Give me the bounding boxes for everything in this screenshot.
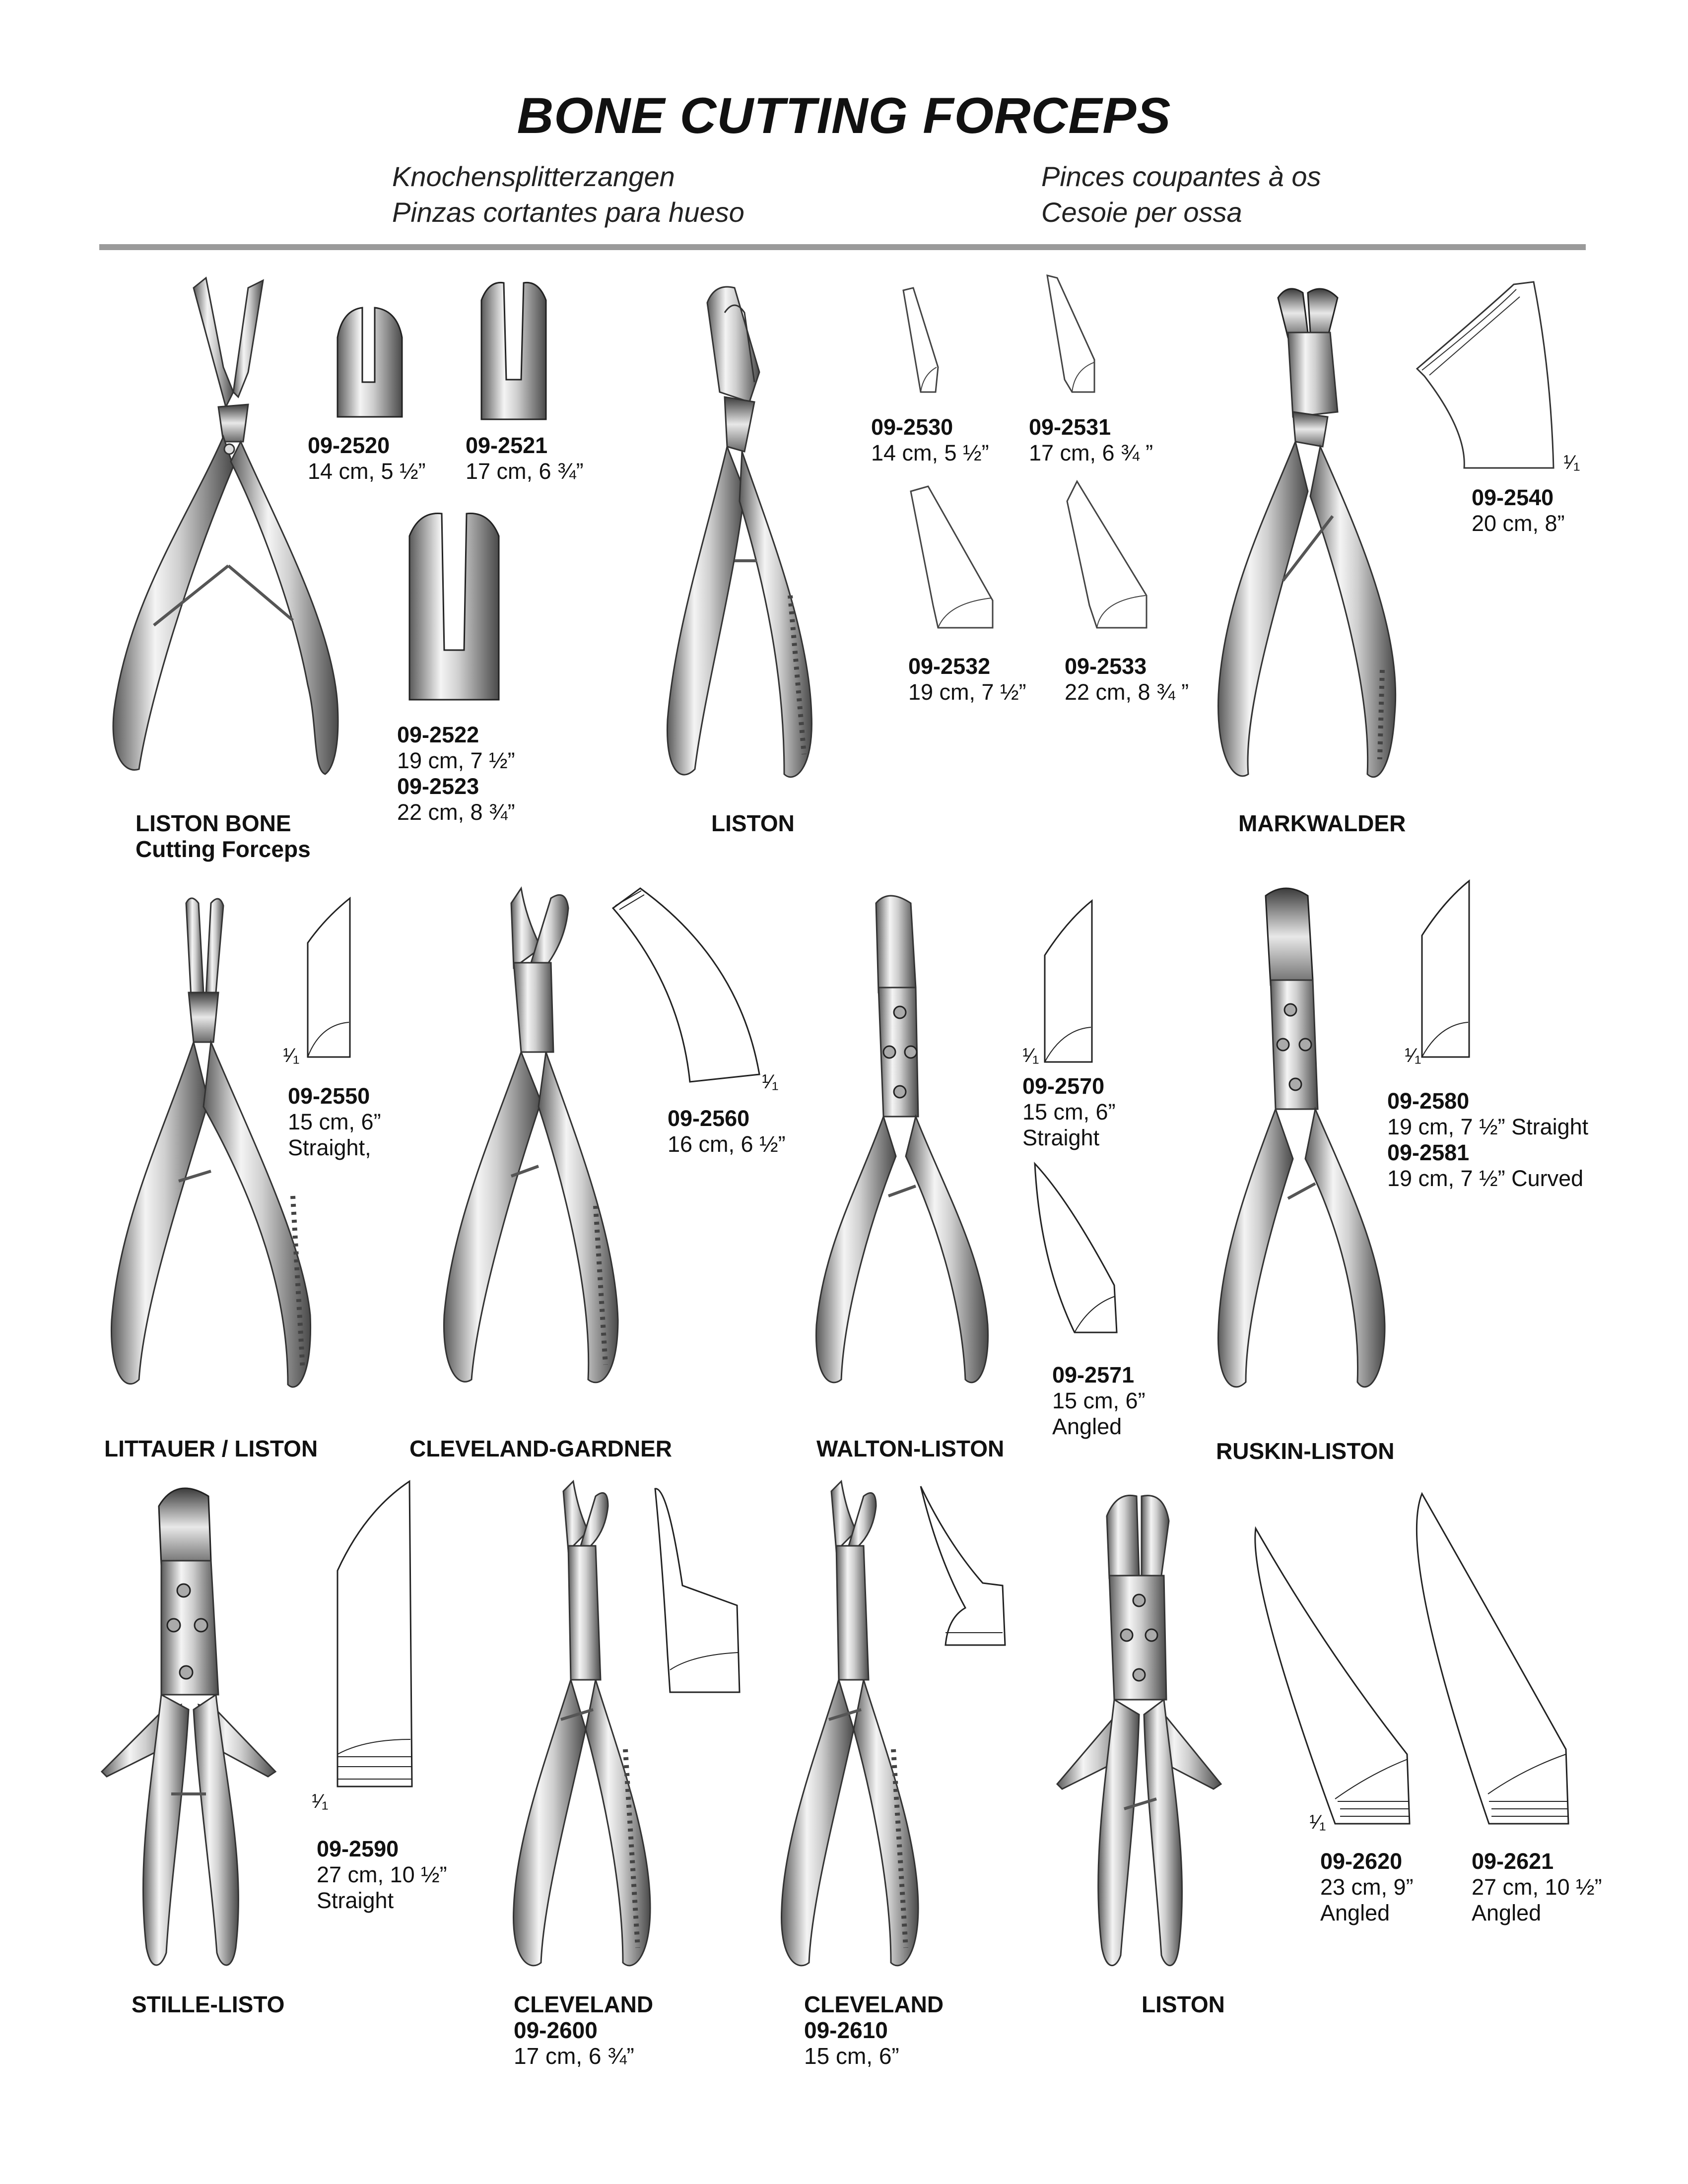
label-09-2530: 09-2530 14 cm, 5 ½” — [871, 414, 989, 465]
name-liston-row3: LISTON — [1142, 1991, 1225, 2017]
name-liston-bone: LISTON BONE Cutting Forceps — [135, 810, 311, 862]
tip-09-2560-image — [610, 886, 769, 1084]
subtitle-french: Pinces coupantes à os — [1041, 161, 1321, 192]
scale-mark: ¹⁄₁ — [312, 1790, 329, 1812]
subtitle-german: Knochensplitterzangen — [392, 161, 675, 192]
scale-mark: ¹⁄₁ — [1309, 1811, 1326, 1833]
tip-09-2620-image — [1246, 1526, 1410, 1834]
name-stille-listo: STILLE-LISTO — [132, 1991, 285, 2017]
subtitle-italian: Cesoie per ossa — [1041, 197, 1242, 228]
name-littauer-liston: LITTAUER / LISTON — [104, 1436, 318, 1461]
liston-forceps-image — [660, 283, 839, 794]
label-09-2570: 09-2570 15 cm, 6” Straight — [1022, 1073, 1116, 1150]
label-09-2550: 09-2550 15 cm, 6” Straight, — [288, 1083, 381, 1160]
label-09-2590: 09-2590 27 cm, 10 ½” Straight — [317, 1836, 447, 1913]
cleveland-2600-forceps-image — [506, 1481, 665, 1978]
liston-forceps-row3-image — [1057, 1491, 1226, 1978]
tip-09-2570-image — [1042, 901, 1097, 1064]
name-walton-liston: WALTON-LISTON — [816, 1436, 1005, 1461]
label-09-2531: 09-2531 17 cm, 6 ¾ ” — [1029, 414, 1153, 465]
label-09-2560: 09-2560 16 cm, 6 ½” — [668, 1106, 786, 1157]
name-ruskin-liston: RUSKIN-LISTON — [1216, 1438, 1395, 1464]
name-cleveland-2600: CLEVELAND 09-2600 17 cm, 6 ¾” — [514, 1991, 654, 2069]
tip-09-2532-image — [908, 486, 998, 630]
label-09-2521: 09-2521 17 cm, 6 ¾” — [466, 433, 584, 484]
tip-09-2540-image — [1415, 282, 1558, 470]
tip-cleveland-2610-image — [918, 1484, 1008, 1648]
scale-mark: ¹⁄₁ — [762, 1071, 779, 1093]
tip-09-2520-image — [333, 308, 407, 427]
scale-mark: ¹⁄₁ — [1563, 452, 1580, 473]
cleveland-2610-forceps-image — [774, 1481, 933, 1978]
name-cleveland-gardner: CLEVELAND-GARDNER — [409, 1436, 672, 1461]
label-09-2621: 09-2621 27 cm, 10 ½” Angled — [1472, 1849, 1602, 1925]
scale-mark: ¹⁄₁ — [1405, 1045, 1421, 1066]
tip-09-2531-image — [1045, 275, 1099, 395]
label-09-2540: 09-2540 20 cm, 8” — [1472, 485, 1565, 536]
label-09-2533: 09-2533 22 cm, 8 ¾ ” — [1065, 654, 1189, 705]
label-09-2520: 09-2520 14 cm, 5 ½” — [308, 433, 426, 484]
tip-09-2590-image — [335, 1481, 414, 1789]
tip-09-2580-image — [1419, 881, 1474, 1059]
header-divider — [99, 244, 1586, 250]
label-09-2522: 09-2522 19 cm, 7 ½” 09-2523 22 cm, 8 ¾” — [397, 722, 515, 825]
label-09-2571: 09-2571 15 cm, 6” Angled — [1052, 1362, 1146, 1439]
tip-09-2571-image — [1030, 1161, 1119, 1335]
label-09-2580: 09-2580 19 cm, 7 ½” Straight 09-2581 19 cm, 7 ½” Curved — [1387, 1088, 1589, 1191]
tip-09-2530-image — [901, 288, 941, 397]
label-09-2620: 09-2620 23 cm, 9” Angled — [1320, 1849, 1414, 1925]
tip-09-2522-image — [405, 511, 504, 705]
scale-mark: ¹⁄₁ — [283, 1045, 300, 1066]
tip-09-2521-image — [476, 280, 551, 424]
page-title: BONE CUTTING FORCEPS — [517, 87, 1171, 144]
ruskin-liston-forceps-image — [1201, 881, 1419, 1412]
tip-09-2533-image — [1062, 481, 1151, 630]
stille-listo-forceps-image — [102, 1476, 310, 1978]
name-markwalder: MARKWALDER — [1238, 810, 1406, 836]
label-09-2532: 09-2532 19 cm, 7 ½” — [908, 654, 1026, 705]
tip-09-2550-image — [305, 898, 355, 1062]
walton-liston-forceps-image — [804, 888, 1013, 1409]
scale-mark: ¹⁄₁ — [1022, 1045, 1039, 1066]
markwalder-forceps-image — [1209, 283, 1427, 799]
tip-09-2621-image — [1395, 1491, 1573, 1834]
name-cleveland-2610: CLEVELAND 09-2610 15 cm, 6” — [804, 1991, 944, 2069]
subtitle-spanish: Pinzas cortantes para hueso — [392, 197, 744, 228]
name-liston: LISTON — [711, 810, 795, 836]
tip-cleveland-2600-image — [653, 1486, 742, 1695]
